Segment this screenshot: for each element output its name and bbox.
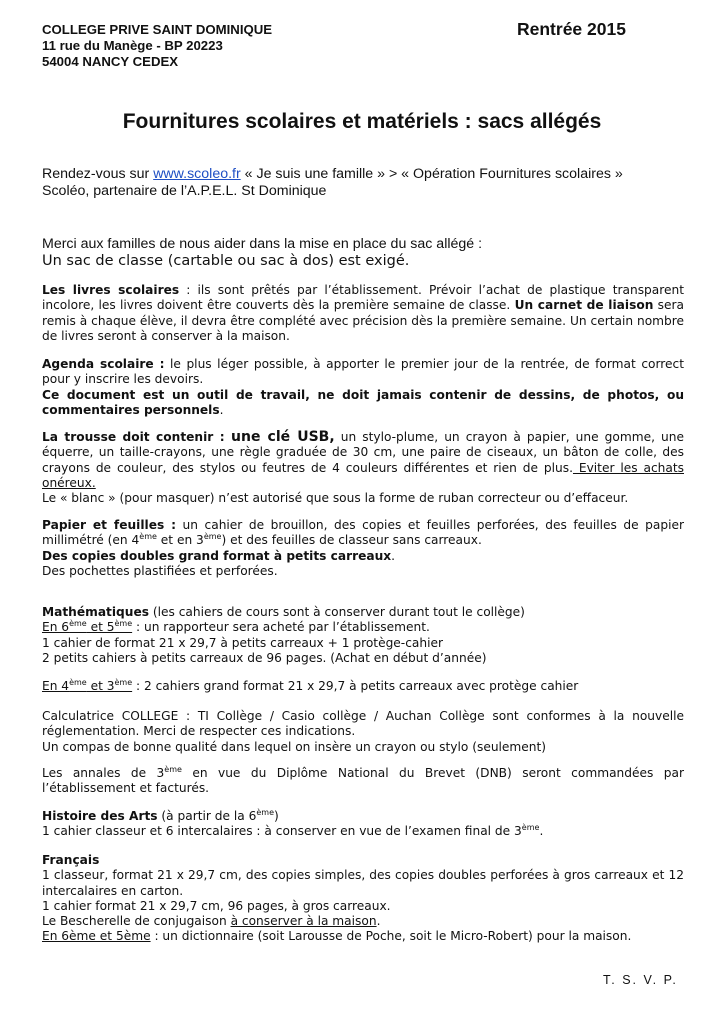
pochettes-line: Des pochettes plastifiées et perforées. bbox=[42, 563, 278, 578]
intro-rdv-suffix: « Je suis une famille » > « Opération Fournitures scolaires » bbox=[240, 166, 623, 182]
page-title: Fournitures scolaires et matériels : sacs allégés bbox=[122, 110, 602, 133]
annales-block: Les annales de 3ème en vue du Diplôme National du Brevet (DNB) seront commandées par l’établissement et facturés. bbox=[42, 765, 684, 796]
calculatrice-line: Calculatrice COLLEGE : TI Collège / Casio collège / Auchan Collège sont conformes à la nouvelle réglementation. Merci de respecter ces indications. bbox=[42, 709, 684, 739]
livres-text2: sera remis à chaque élève, il devra être complété avec précision dès la première semaine. Un certain nombre de livres seront à conserver à la maison. bbox=[42, 298, 684, 343]
francais-line4: En 6ème et 5ème : un dictionnaire (soit Larousse de Poche, soit le Micro-Robert) pour la maison. bbox=[42, 929, 632, 944]
agenda-text: le plus léger possible, à apporter le premier jour de la rentrée, de format correct pour y inscrire les devoirs. bbox=[42, 357, 684, 387]
histoire-section: Histoire des Arts (à partir de la 6ème) 1 cahier classeur et 6 intercalaires : à conserver en vue de l’examen final de 3ème. bbox=[42, 808, 544, 839]
school-header bbox=[42, 22, 272, 70]
francais-line2: 1 cahier format 21 x 29,7 cm, 96 pages, à gros carreaux. bbox=[42, 898, 391, 913]
papier-label: Papier et feuilles : bbox=[42, 518, 176, 532]
papier-sup2: ème bbox=[203, 532, 222, 542]
agenda-section bbox=[42, 357, 684, 418]
usb-key: une clé USB, bbox=[231, 429, 335, 445]
trousse-blanc: Le « blanc » (pour masquer) n’est autorisé que sous la forme de ruban correcteur ou d’effaceur. bbox=[42, 491, 629, 506]
tsvp-footer: T. S. V. P. bbox=[603, 973, 678, 987]
copies-doubles: Des copies doubles grand format à petits carreaux bbox=[42, 548, 392, 563]
agenda-dot: . bbox=[219, 402, 224, 417]
agenda-label: Agenda scolaire : bbox=[42, 357, 165, 371]
livres-label: Les livres scolaires bbox=[42, 283, 180, 297]
papier-section bbox=[42, 518, 684, 579]
carnet-liaison: Un carnet de liaison bbox=[514, 298, 654, 313]
calculatrice-block bbox=[42, 709, 684, 755]
trousse-evitez: Eviter les achats onéreux. bbox=[42, 460, 684, 490]
maths-line2: 1 cahier de format 21 x 29,7 à petits carreaux + 1 protège-cahier bbox=[42, 635, 443, 650]
papier-text2: et en 3 bbox=[156, 533, 204, 548]
merci-line2: Un sac de classe (cartable ou sac à dos) est exigé. bbox=[42, 253, 410, 269]
compas-line: Un compas de bonne qualité dans lequel on insère un crayon ou stylo (seulement) bbox=[42, 739, 547, 754]
merci-block bbox=[42, 236, 684, 270]
papier-text3: ) et des feuilles de classeur sans carreaux. bbox=[221, 533, 482, 548]
intro-rdv-prefix: Rendez-vous sur bbox=[42, 166, 154, 182]
francais-line1: 1 classeur, format 21 x 29,7 cm, des copies simples, des copies doubles perforées à gros carreaux et 12 intercalaires en carton. bbox=[42, 868, 684, 898]
agenda-warning: Ce document est un outil de travail, ne doit jamais contenir de dessins, de photos, ou commentaires personnels bbox=[42, 387, 684, 417]
school-address-line2: 54004 NANCY CEDEX bbox=[42, 54, 179, 69]
intro-block bbox=[42, 166, 684, 200]
trousse-section bbox=[42, 430, 684, 506]
maths-section bbox=[42, 605, 684, 666]
papier-sup1: ème bbox=[139, 532, 157, 542]
maths-note: (les cahiers de cours sont à conserver durant tout le collège) bbox=[148, 605, 525, 619]
intro-partner-line: Scoléo, partenaire de l’A.P.E.L. St Dominique bbox=[42, 183, 327, 199]
trousse-text: un stylo-plume, un crayon à papier, une gomme, une équerre, un taille-crayons, une règle graduée de 30 cm, une paire de ciseaux, un bâton de colle, des crayons de couleur, des stylos ou feutres de 4 couleurs différentes et rien de plus. bbox=[42, 430, 685, 475]
francais-label: Français bbox=[42, 853, 100, 867]
maths-line1: En 6ème et 5ème : un rapporteur sera acheté par l’établissement. bbox=[42, 619, 430, 635]
trousse-label: La trousse doit contenir : bbox=[42, 430, 232, 444]
papier-dot: . bbox=[391, 548, 396, 563]
rentree-year: Rentrée 2015 bbox=[517, 19, 626, 39]
maths-label: Mathématiques bbox=[42, 605, 149, 619]
school-address-line1: 11 rue du Manège - BP 20223 bbox=[42, 38, 223, 53]
francais-section bbox=[42, 853, 684, 945]
livres-text1: : ils sont prêtés par l’établissement. Prévoir l’achat de plastique transparent incolore, les livres doivent être couverts dès la première semaine de classe. bbox=[42, 283, 684, 313]
francais-line3: Le Bescherelle de conjugaison à conserver à la maison. bbox=[42, 914, 381, 929]
school-name: COLLEGE PRIVE SAINT DOMINIQUE bbox=[42, 22, 273, 37]
merci-line1: Merci aux familles de nous aider dans la mise en place du sac allégé : bbox=[42, 236, 483, 252]
maths-4e3e-line: En 4ème et 3ème : 2 cahiers grand format 21 x 29,7 à petits carreaux avec protège cahier bbox=[42, 678, 579, 693]
scoleo-link[interactable]: www.scoleo.fr bbox=[153, 166, 241, 182]
papier-text1: un cahier de brouillon, des copies et feuilles perforées, des feuilles de papier millimétré (en 4 bbox=[42, 518, 685, 548]
intro-rdv-line bbox=[42, 166, 684, 183]
livres-section bbox=[42, 283, 684, 344]
maths-line3: 2 petits cahiers à petits carreaux de 96 pages. (Achat en début d’année) bbox=[42, 650, 487, 665]
histoire-label: Histoire des Arts bbox=[42, 809, 158, 823]
